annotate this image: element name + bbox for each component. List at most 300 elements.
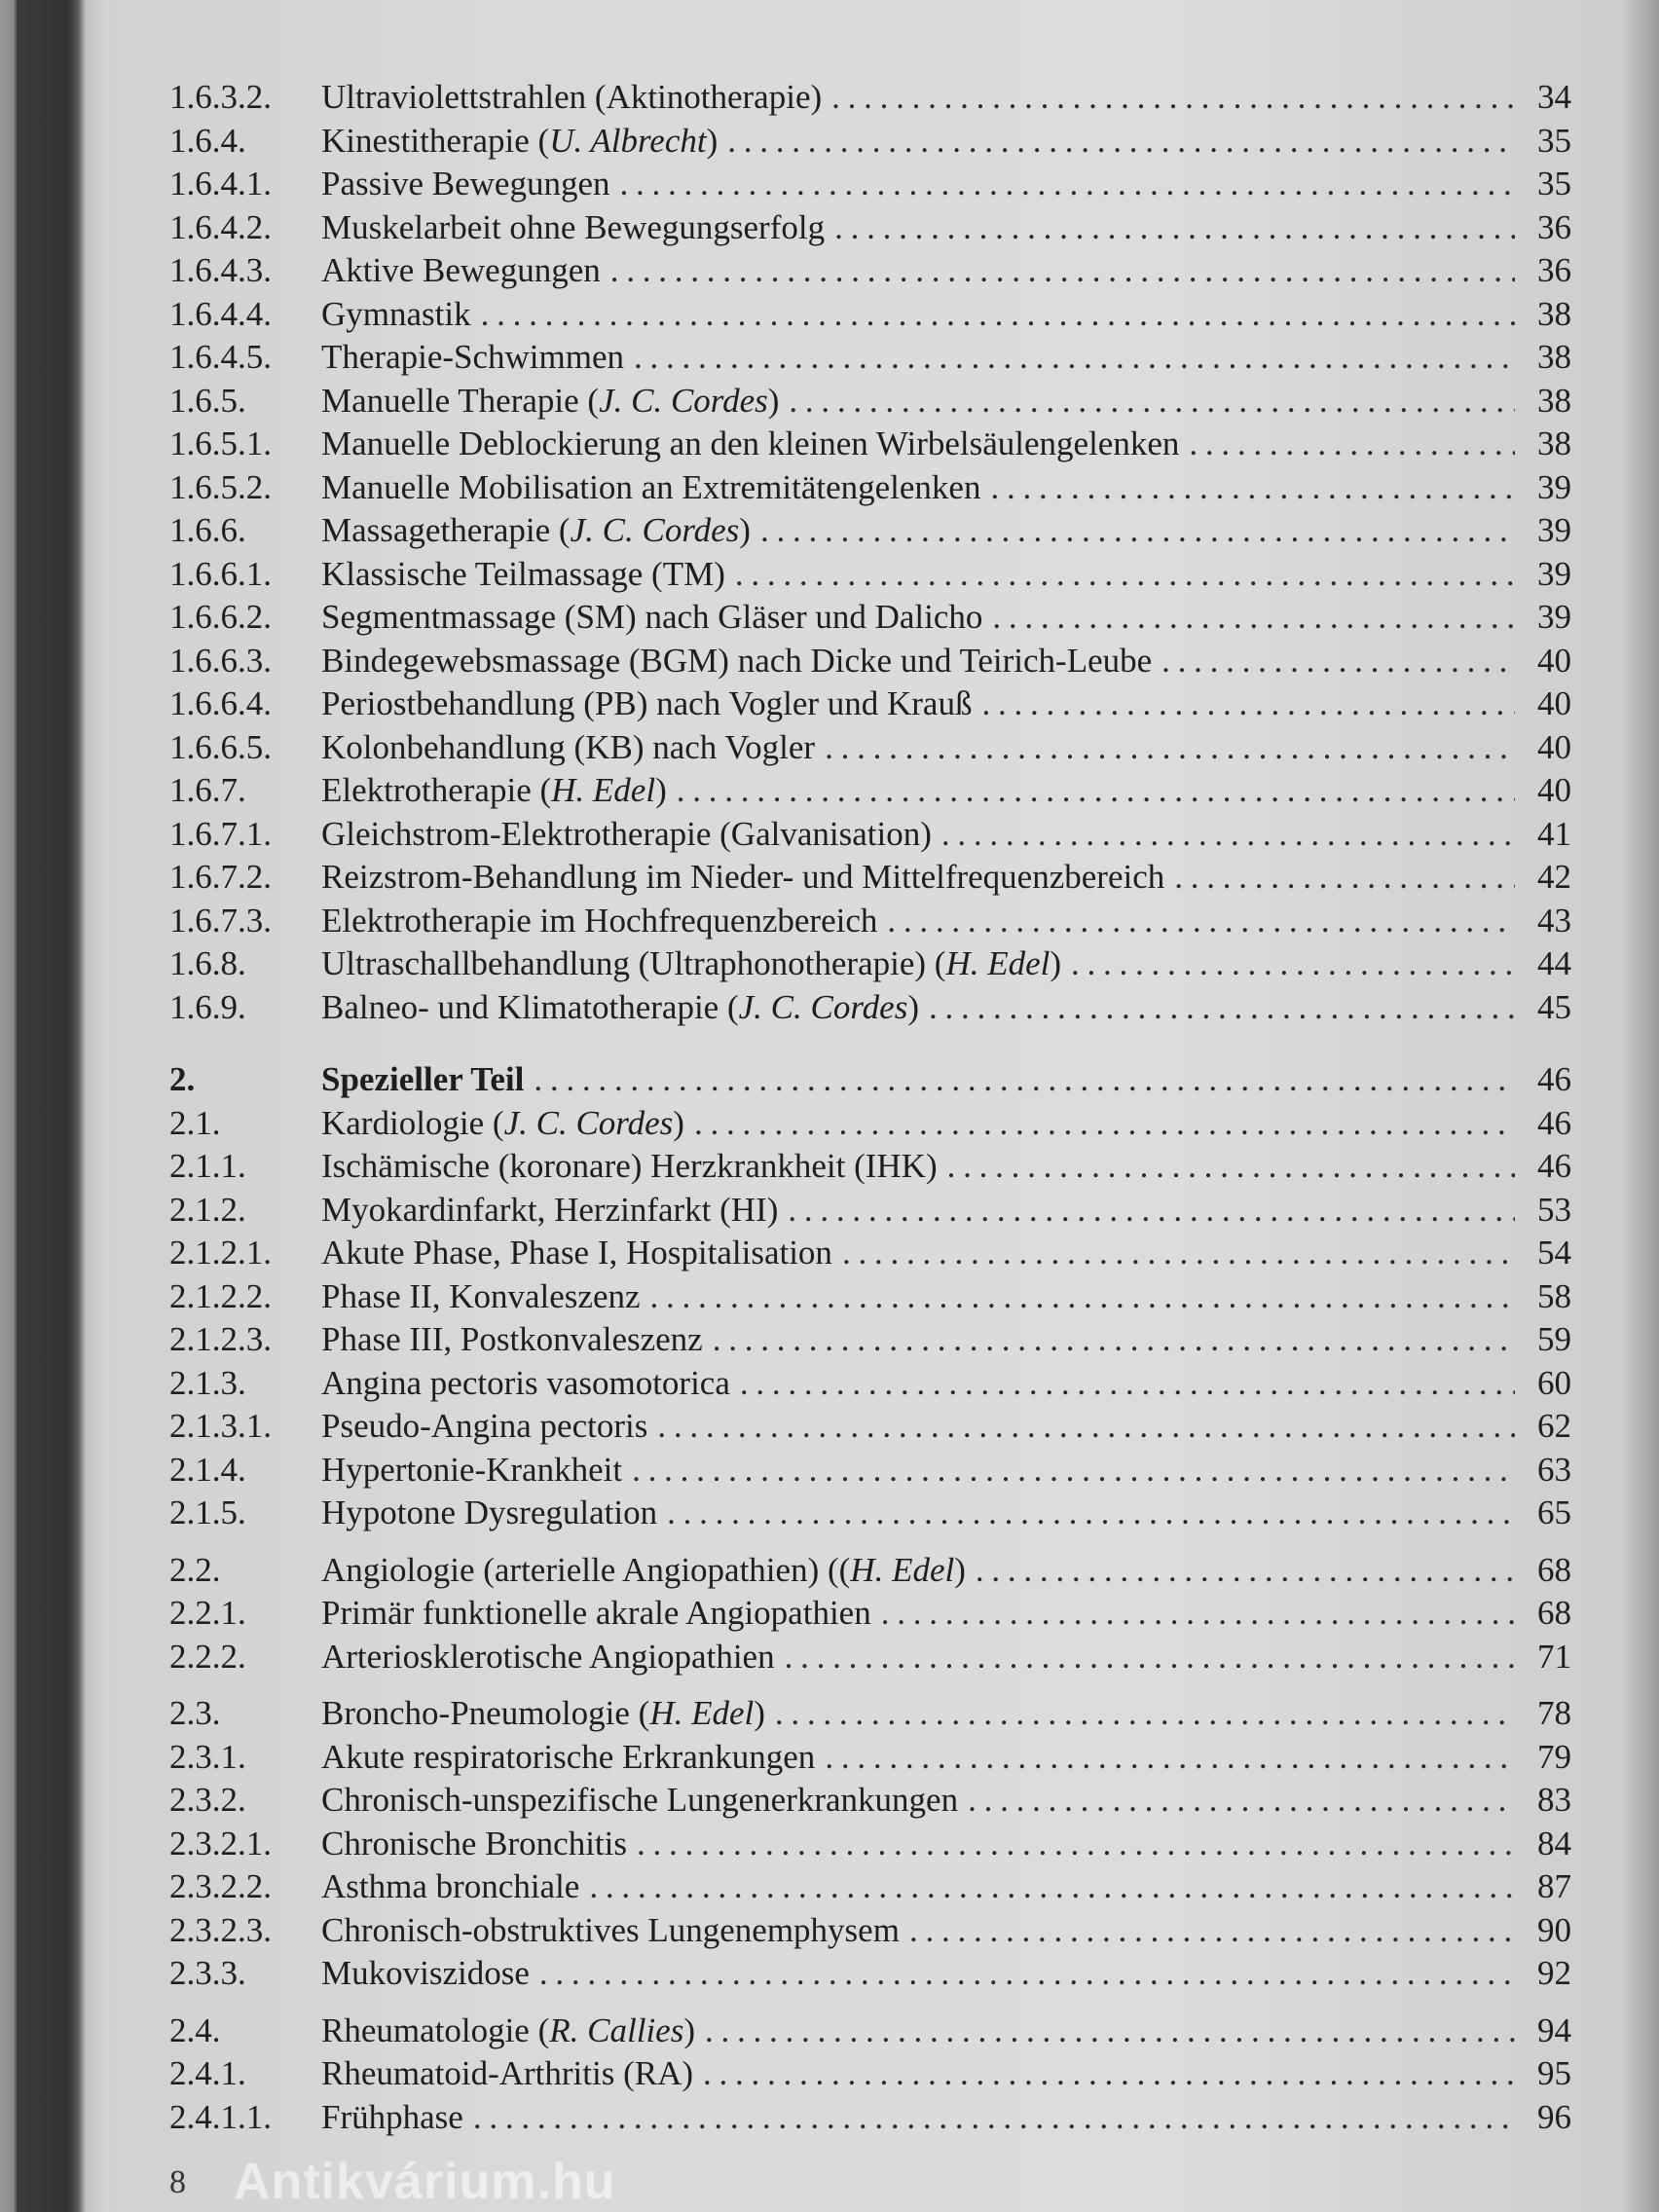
section-number: 1.6.6.: [169, 511, 246, 549]
toc-entry: [169, 1692, 1571, 1736]
toc-entry: [169, 1492, 1571, 1535]
dot-leader: [775, 1692, 1515, 1736]
page-ref: 46: [1537, 1147, 1571, 1185]
dot-leader: [789, 380, 1515, 424]
toc-entry: [169, 120, 1571, 164]
section-number: 2.3.2.2.: [169, 1867, 272, 1905]
page-shadow: [1620, 0, 1659, 2212]
page-ref: 79: [1537, 1737, 1571, 1776]
dot-leader: [941, 813, 1515, 857]
dot-leader: [534, 1058, 1515, 1102]
section-title: [321, 2096, 463, 2140]
section-number: 2.1.2.2.: [169, 1276, 272, 1315]
page-ref: 40: [1537, 684, 1571, 722]
dot-leader: [947, 1145, 1515, 1189]
dot-leader: [619, 163, 1515, 206]
page-ref: 44: [1537, 944, 1571, 982]
author-name: J. C. Cordes: [599, 381, 768, 420]
section-number: 2.1.3.1.: [169, 1407, 272, 1445]
section-number: 1.6.6.5.: [169, 727, 272, 766]
title-suffix: ): [655, 771, 667, 809]
section-number: 1.6.6.4.: [169, 684, 272, 722]
toc-entry: [169, 640, 1571, 683]
book-binding: [0, 0, 86, 2212]
section-number: 2.1.3.: [169, 1363, 246, 1402]
title-text: Ultraviolettstrahlen (Aktinotherapie): [321, 78, 823, 116]
title-text: Broncho-Pneumologie (: [321, 1694, 650, 1732]
dot-leader: [968, 1779, 1515, 1823]
page-ref: 54: [1537, 1234, 1571, 1272]
page-ref: 43: [1537, 901, 1571, 940]
section-title: [321, 1692, 765, 1736]
dot-leader: [589, 1865, 1515, 1909]
toc-entry: [169, 380, 1571, 424]
page-ref: 46: [1537, 1060, 1571, 1098]
author-name: H. Edel: [945, 944, 1051, 982]
page-ref: 41: [1537, 814, 1571, 853]
section-title: [321, 163, 609, 206]
author-name: H. Edel: [649, 1694, 755, 1732]
dot-leader: [834, 206, 1515, 250]
dot-leader: [1174, 856, 1515, 900]
title-text: Ischämische (koronare) Herzkrankheit (IHK): [321, 1147, 938, 1185]
page-ref: 42: [1537, 858, 1571, 896]
section-number: 1.6.4.5.: [169, 338, 272, 376]
section-title: [321, 942, 1061, 986]
title-text: Kardiologie (: [321, 1103, 504, 1142]
page-ref: 40: [1537, 771, 1571, 809]
dot-leader: [610, 249, 1515, 293]
toc-entry: [169, 163, 1571, 206]
section-title: [321, 336, 624, 380]
toc-entry: [169, 1636, 1571, 1679]
title-text: Myokardinfarkt, Herzinfarkt (HI): [321, 1190, 779, 1229]
title-text: Mukoviszidose: [321, 1954, 530, 1992]
dot-leader: [677, 769, 1515, 813]
page-ref: 40: [1537, 727, 1571, 766]
title-text: Periostbehandlung (PB) nach Vogler und Krauß: [321, 684, 973, 722]
author-name: U. Albrecht: [549, 121, 707, 160]
section-title: [321, 1058, 524, 1102]
section-number: 1.6.4.1.: [169, 165, 272, 203]
toc-entry: [169, 1275, 1571, 1319]
dot-leader: [990, 466, 1515, 510]
dot-leader: [735, 553, 1515, 597]
author-name: R. Callies: [549, 2010, 684, 2049]
page-ref: 34: [1537, 78, 1571, 116]
toc-entry: [169, 1102, 1571, 1146]
section-title: [321, 900, 877, 943]
page-edge: [86, 0, 109, 2212]
page-ref: 96: [1537, 2097, 1571, 2136]
title-text: Phase II, Konvaleszenz: [321, 1276, 641, 1315]
section-number: 2.3.2.: [169, 1781, 246, 1819]
dot-leader: [760, 509, 1515, 553]
page-ref: 45: [1537, 987, 1571, 1026]
page-ref: 39: [1537, 511, 1571, 549]
section-title: [321, 726, 815, 770]
title-text: Muskelarbeit ohne Bewegungserfolg: [321, 207, 826, 246]
title-text: Kolonbehandlung (KB) nach Vogler: [321, 727, 816, 766]
page-ref: 84: [1537, 1824, 1571, 1862]
section-title: [321, 1405, 647, 1449]
dot-leader: [703, 2052, 1515, 2096]
dot-leader: [785, 1636, 1515, 1679]
dot-leader: [1189, 423, 1515, 466]
section-number: 2.3.: [169, 1694, 221, 1732]
title-text: Bindegewebsmassage (BGM) nach Dicke und Teirich-Leube: [321, 641, 1153, 680]
page-ref: 40: [1537, 641, 1571, 680]
toc-entry: [169, 1145, 1571, 1189]
section-title: [321, 120, 718, 164]
dot-leader: [909, 1909, 1515, 1953]
section-number: 1.6.5.: [169, 381, 246, 420]
dot-leader: [632, 1449, 1515, 1493]
title-text: Asthma bronchiale: [321, 1867, 580, 1905]
dot-leader: [1071, 942, 1515, 986]
section-number: 2.4.1.: [169, 2054, 246, 2092]
section-number: 2.1.2.: [169, 1190, 246, 1229]
section-title: [321, 2052, 693, 2096]
author-name: H. Edel: [850, 1550, 955, 1589]
toc-entry: [169, 1189, 1571, 1233]
page-ref: 39: [1537, 598, 1571, 636]
title-suffix: ): [754, 1694, 765, 1732]
title-text: Balneo- und Klimatotherapie (: [321, 987, 739, 1026]
title-text: Kinestitherapie (: [321, 121, 550, 160]
title-suffix: ): [706, 121, 719, 160]
toc-entry: [169, 900, 1571, 943]
dot-leader: [825, 1736, 1515, 1780]
dot-leader: [976, 1549, 1515, 1593]
page-ref: 78: [1537, 1694, 1571, 1732]
title-text: Akute respiratorische Erkrankungen: [321, 1737, 816, 1776]
section-number: 1.6.7.2.: [169, 858, 272, 896]
section-title: [321, 553, 725, 597]
section-title: [321, 1362, 730, 1406]
title-text: Ultraschallbehandlung (Ultraphonotherapie) (: [321, 944, 946, 982]
page-ref: 63: [1537, 1450, 1571, 1489]
page-ref: 36: [1537, 251, 1571, 289]
section-title: [321, 76, 822, 120]
dot-leader: [788, 1189, 1515, 1233]
page-ref: 62: [1537, 1407, 1571, 1445]
title-suffix: ): [767, 381, 780, 420]
section-title: [321, 466, 980, 510]
title-text: Pseudo-Angina pectoris: [321, 1407, 648, 1445]
section-number: 2.1.1.: [169, 1147, 246, 1185]
toc-entry: [169, 1549, 1571, 1593]
dot-leader: [713, 1318, 1515, 1362]
toc-entry: [169, 596, 1571, 640]
toc-entry: [169, 2009, 1571, 2053]
toc-entry: [169, 2096, 1571, 2140]
title-text: Segmentmassage (SM) nach Gläser und Dalicho: [321, 598, 983, 636]
section-number: 1.6.7.3.: [169, 901, 272, 940]
dot-leader: [637, 1823, 1515, 1866]
toc-entry: [169, 769, 1571, 813]
page-ref: 90: [1537, 1910, 1571, 1949]
dot-leader: [539, 1952, 1515, 1996]
title-text: Primär funktionelle akrale Angiopathien: [321, 1594, 871, 1632]
section-title: [321, 769, 667, 813]
section-title: [321, 1275, 641, 1319]
section-title: [321, 293, 471, 337]
title-text: Aktive Bewegungen: [321, 251, 601, 289]
author-name: J. C. Cordes: [738, 987, 908, 1026]
table-of-contents: [169, 76, 1571, 2139]
author-name: H. Edel: [551, 771, 656, 809]
dot-leader: [694, 1102, 1515, 1146]
toc-entry: [169, 2052, 1571, 2096]
page-ref: 38: [1537, 338, 1571, 376]
section-title: [321, 1865, 579, 1909]
section-number: 1.6.5.2.: [169, 467, 272, 506]
section-number: 1.6.9.: [169, 987, 246, 1026]
dot-leader: [650, 1275, 1515, 1319]
title-suffix: ): [739, 511, 751, 549]
toc-entry: [169, 1058, 1571, 1102]
section-title: [321, 206, 825, 250]
dot-leader: [992, 596, 1515, 640]
toc-entry: [169, 942, 1571, 986]
author-name: J. C. Cordes: [503, 1103, 674, 1142]
section-title: [321, 380, 779, 424]
title-text: Chronisch-obstruktives Lungenemphysem: [321, 1910, 900, 1949]
toc-entry: [169, 1736, 1571, 1780]
dot-leader: [740, 1362, 1515, 1406]
title-text: Gymnastik: [321, 294, 471, 333]
section-number: 2.2.: [169, 1550, 221, 1589]
section-title: [321, 1549, 966, 1593]
toc-entry: [169, 1592, 1571, 1636]
watermark: Antikvárium.hu: [234, 2154, 616, 2210]
dot-leader: [831, 76, 1515, 120]
page-ref: 71: [1537, 1637, 1571, 1676]
dot-leader: [481, 293, 1515, 337]
toc-entry: [169, 856, 1571, 900]
toc-entry: [169, 726, 1571, 770]
section-title: [321, 1736, 815, 1780]
toc-entry: [169, 986, 1571, 1030]
section-number: 1.6.6.3.: [169, 641, 272, 680]
section-title: [321, 1779, 958, 1823]
toc-entry: [169, 1318, 1571, 1362]
toc-entry: [169, 1449, 1571, 1493]
toc-entry: [169, 336, 1571, 380]
title-suffix: ): [1050, 944, 1062, 982]
page-ref: 60: [1537, 1363, 1571, 1402]
section-number: 1.6.6.2.: [169, 598, 272, 636]
dot-leader: [981, 682, 1515, 726]
section-number: 1.6.6.1.: [169, 554, 272, 593]
title-text: Rheumatoid-Arthritis (RA): [321, 2054, 694, 2092]
title-text: Hypertonie-Krankheit: [321, 1450, 623, 1489]
section-number: 2.2.1.: [169, 1594, 246, 1632]
toc-entry: [169, 553, 1571, 597]
dot-leader: [825, 726, 1515, 770]
title-text: Elektrotherapie (: [321, 771, 552, 809]
title-text: Passive Bewegungen: [321, 165, 610, 203]
page-ref: 58: [1537, 1276, 1571, 1315]
title-text: Phase III, Postkonvaleszenz: [321, 1320, 703, 1358]
page-ref: 38: [1537, 294, 1571, 333]
toc-entry: [169, 466, 1571, 510]
section-number: 1.6.4.3.: [169, 251, 272, 289]
toc-entry: [169, 76, 1571, 120]
dot-leader: [667, 1492, 1515, 1535]
section-title: [321, 1492, 657, 1535]
title-text: Rheumatologie (: [321, 2010, 550, 2049]
section-title: [321, 1909, 900, 1953]
section-title: [321, 1232, 832, 1275]
toc-entry: [169, 813, 1571, 857]
dot-leader: [929, 986, 1515, 1030]
section-title: [321, 813, 932, 857]
title-suffix: ): [673, 1103, 684, 1142]
toc-entry: [169, 682, 1571, 726]
page-ref: 46: [1537, 1103, 1571, 1142]
section-number: 1.6.5.1.: [169, 424, 272, 462]
page-ref: 87: [1537, 1867, 1571, 1905]
section-number: 1.6.7.1.: [169, 814, 272, 853]
section-number: 1.6.4.2.: [169, 207, 272, 246]
page-ref: 35: [1537, 121, 1571, 160]
section-number: 2.1.4.: [169, 1450, 246, 1489]
section-title: [321, 856, 1164, 900]
dot-leader: [473, 2096, 1515, 2140]
page-number: 8: [169, 2164, 186, 2200]
toc-entry: [169, 1909, 1571, 1953]
section-title: [321, 596, 982, 640]
dot-leader: [634, 336, 1515, 380]
title-text: Reizstrom-Behandlung im Nieder- und Mittelfrequenzbereich: [321, 858, 1165, 896]
toc-entry: [169, 1232, 1571, 1275]
toc-entry: [169, 1952, 1571, 1996]
title-text: Frühphase: [321, 2097, 463, 2136]
section-title: [321, 1636, 775, 1679]
toc-entry: [169, 423, 1571, 466]
title-text: Spezieller Teil: [321, 1060, 525, 1098]
dot-leader: [705, 2009, 1515, 2053]
dot-leader: [727, 120, 1515, 164]
page-ref: 95: [1537, 2054, 1571, 2092]
section-number: 2.1.2.1.: [169, 1234, 272, 1272]
page-ref: 35: [1537, 165, 1571, 203]
title-text: Chronisch-unspezifische Lungenerkrankungen: [321, 1781, 959, 1819]
title-text: Chronische Bronchitis: [321, 1824, 627, 1862]
toc-entry: [169, 1405, 1571, 1449]
title-text: Manuelle Mobilisation an Extremitätengelenken: [321, 467, 981, 506]
section-title: [321, 986, 919, 1030]
section-title: [321, 682, 972, 726]
section-title: [321, 1318, 703, 1362]
page-ref: 38: [1537, 424, 1571, 462]
title-text: Therapie-Schwimmen: [321, 338, 625, 376]
page-ref: 39: [1537, 467, 1571, 506]
section-number: 2.4.: [169, 2010, 221, 2049]
page-ref: 36: [1537, 207, 1571, 246]
section-title: [321, 423, 1179, 466]
dot-leader: [657, 1405, 1515, 1449]
section-number: 2.3.1.: [169, 1737, 246, 1776]
toc-entry: [169, 293, 1571, 337]
page-ref: 39: [1537, 554, 1571, 593]
page-ref: 68: [1537, 1594, 1571, 1632]
toc-entry: [169, 1779, 1571, 1823]
toc-entry: [169, 206, 1571, 250]
page-ref: 68: [1537, 1550, 1571, 1589]
title-suffix: ): [954, 1550, 966, 1589]
section-number: 2.1.: [169, 1103, 221, 1142]
section-number: 2.3.2.3.: [169, 1910, 272, 1949]
page-ref: 83: [1537, 1781, 1571, 1819]
title-text: Angiologie (arterielle Angiopathien) ((: [321, 1550, 851, 1589]
section-number: 2.1.5.: [169, 1493, 246, 1531]
dot-leader: [887, 900, 1515, 943]
section-title: [321, 1189, 778, 1233]
section-title: [321, 1952, 530, 1996]
title-text: Elektrotherapie im Hochfrequenzbereich: [321, 901, 878, 940]
page-ref: 94: [1537, 2010, 1571, 2049]
title-text: Manuelle Deblockierung an den kleinen Wirbelsäulengelenken: [321, 424, 1180, 462]
title-suffix: ): [907, 987, 919, 1026]
dot-leader: [881, 1592, 1515, 1636]
dot-leader: [1161, 640, 1515, 683]
title-text: Klassische Teilmassage (TM): [321, 554, 725, 593]
title-text: Arteriosklerotische Angiopathien: [321, 1637, 775, 1676]
page-ref: 53: [1537, 1190, 1571, 1229]
page-ref: 59: [1537, 1320, 1571, 1358]
section-number: 2.3.3.: [169, 1954, 246, 1992]
page-ref: 65: [1537, 1493, 1571, 1531]
section-title: [321, 509, 751, 553]
title-text: Hypotone Dysregulation: [321, 1493, 658, 1531]
toc-entry: [169, 1865, 1571, 1909]
title-text: Massagetherapie (: [321, 511, 571, 549]
section-title: [321, 249, 601, 293]
author-name: J. C. Cordes: [570, 511, 740, 549]
page-ref: 92: [1537, 1954, 1571, 1992]
section-title: [321, 640, 1152, 683]
dot-leader: [842, 1232, 1515, 1275]
section-number: 2.: [169, 1060, 196, 1098]
toc-entry: [169, 1362, 1571, 1406]
title-text: Manuelle Therapie (: [321, 381, 600, 420]
section-number: 1.6.4.4.: [169, 294, 272, 333]
section-number: 1.6.8.: [169, 944, 246, 982]
toc-entry: [169, 509, 1571, 553]
section-number: 2.4.1.1.: [169, 2097, 272, 2136]
section-title: [321, 1823, 627, 1866]
section-title: [321, 2009, 695, 2053]
title-text: Gleichstrom-Elektrotherapie (Galvanisation): [321, 814, 932, 853]
section-number: 2.1.2.3.: [169, 1320, 272, 1358]
title-text: Angina pectoris vasomotorica: [321, 1363, 730, 1402]
section-title: [321, 1449, 622, 1493]
section-title: [321, 1102, 684, 1146]
section-title: [321, 1145, 938, 1189]
section-number: 2.2.2.: [169, 1637, 246, 1676]
page-ref: 38: [1537, 381, 1571, 420]
title-suffix: ): [683, 2010, 695, 2049]
section-title: [321, 1592, 871, 1636]
title-text: Akute Phase, Phase I, Hospitalisation: [321, 1234, 832, 1272]
section-number: 2.3.2.1.: [169, 1824, 272, 1862]
toc-entry: [169, 249, 1571, 293]
section-number: 1.6.7.: [169, 771, 246, 809]
toc-entry: [169, 1823, 1571, 1866]
